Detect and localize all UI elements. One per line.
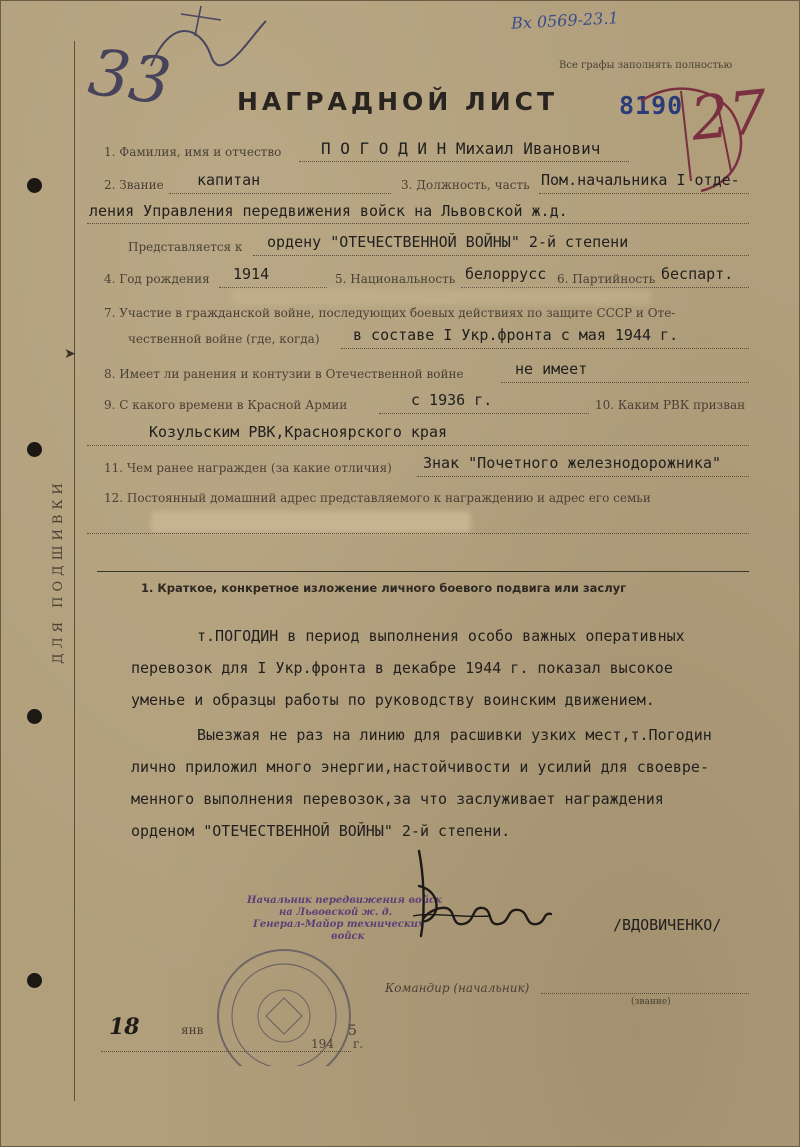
binding-margin-line: [74, 41, 75, 1101]
field-name-label: 1. Фамилия, имя и отчество: [104, 145, 282, 159]
field-rank-label: 2. Звание: [104, 178, 164, 192]
field-participation-value: в составе I Укр.фронта с мая 1944 г.: [353, 326, 679, 344]
field-position-value: Пом.начальника I отде-: [541, 171, 740, 189]
field-prior-awards-label: 11. Чем ранее награжден (за какие отличия): [104, 461, 392, 475]
field-wounds-value: не имеет: [515, 360, 588, 378]
stamp-line: Генерал-Майор технических: [253, 919, 424, 930]
pencil-note-right: 27: [687, 77, 771, 155]
field-name-value: П О Г О Д И Н Михаил Иванович: [321, 139, 601, 158]
feat-line: перевозок для I Укр.фронта в декабре 1944 г. показал высокое: [131, 659, 673, 677]
field-rvk-label: 10. Каким РВК призван: [595, 398, 746, 412]
field-participation-label-cont: чественной войне (где, когда): [128, 332, 320, 346]
feat-line: т.ПОГОДИН в период выполнения особо важных оперативных: [197, 627, 685, 645]
stamp-line: на Львовской ж. д.: [279, 907, 393, 918]
date-year-unit: г.: [353, 1037, 364, 1051]
handwritten-signature: [401, 846, 561, 956]
feat-line: менного выполнения перевозок,за что заслуживает награждения: [131, 790, 664, 808]
date-month: янв: [181, 1023, 204, 1037]
field-birth-year-value: 1914: [233, 265, 270, 283]
binding-label: ДЛЯ ПОДШИВКИ: [51, 478, 66, 664]
binding-arrow-icon: ➤: [64, 346, 76, 362]
field-birth-year-label: 4. Год рождения: [104, 272, 210, 286]
section-divider: [97, 571, 749, 572]
commander-label: Командир (начальник): [385, 981, 530, 995]
field-participation-label: 7. Участие в гражданской войне, последующих боевых действиях по защите СССР и Оте-: [104, 306, 676, 320]
field-position-label: 3. Должность, часть: [401, 178, 530, 192]
feat-line: лично приложил много энергии,настойчивости и усилий для своевре-: [131, 758, 709, 776]
field-party-label: 6. Партийность: [557, 272, 656, 286]
rank-label: (звание): [631, 997, 671, 1007]
field-rvk-value: Козульским РВК,Красноярского края: [149, 423, 448, 441]
feat-heading: 1. Краткое, конкретное изложение личного боевого подвига или заслуг: [141, 581, 627, 595]
field-nationality-label: 5. Национальность: [335, 272, 456, 286]
presented-label: Представляется к: [128, 240, 243, 254]
field-army-since-label: 9. С какого времени в Красной Армии: [104, 398, 348, 412]
pencil-scribble-icon: [141, 6, 281, 116]
date-year-suffix: 5: [348, 1023, 357, 1039]
presented-value: ордену "ОТЕЧЕСТВЕННОЙ ВОЙНЫ" 2-й степени: [267, 233, 629, 251]
feat-line: орденом "ОТЕЧЕСТВЕННОЙ ВОЙНЫ" 2-й степени.: [131, 822, 511, 840]
binding-hole: [27, 973, 42, 988]
field-prior-awards-value: Знак "Почетного железнодорожника": [423, 454, 722, 472]
round-seal-icon: [206, 946, 364, 1066]
date-year: 194: [311, 1037, 334, 1051]
binding-hole: [27, 442, 42, 457]
date-day: 18: [109, 1014, 140, 1040]
field-position-value-cont: ления Управления передвижения войск на Львовской ж.д.: [89, 202, 568, 220]
signer-name: /ВДОВИЧЕНКО/: [613, 916, 722, 934]
stamp-line: войск: [331, 931, 365, 942]
archive-code: Вх 0569-23.1: [510, 8, 620, 33]
field-nationality-value: белоррусс: [465, 265, 547, 283]
field-army-since-value: с 1936 г.: [411, 391, 493, 409]
fill-note: Все графы заполнять полностью: [559, 60, 733, 71]
field-party-value: беспарт.: [661, 265, 734, 283]
field-address-label: 12. Постоянный домашний адрес представляемого к награждению и адрес его семьи: [104, 491, 651, 505]
field-rank-value: капитан: [197, 171, 261, 189]
page-title: НАГРАДНОЙ ЛИСТ: [237, 87, 559, 116]
pencil-note-left: 33: [84, 35, 176, 121]
sheet-number: 8190: [619, 91, 684, 120]
field-wounds-label: 8. Имеет ли ранения и контузии в Отечественной войне: [104, 367, 464, 381]
binding-hole: [27, 178, 42, 193]
feat-line: уменье и образцы работы по руководству воинским движением.: [131, 691, 655, 709]
binding-hole: [27, 709, 42, 724]
stamp-line: Начальник передвижения войск: [247, 895, 442, 906]
feat-line: Выезжая не раз на линию для расшивки узких мест,т.Погодин: [197, 726, 712, 744]
